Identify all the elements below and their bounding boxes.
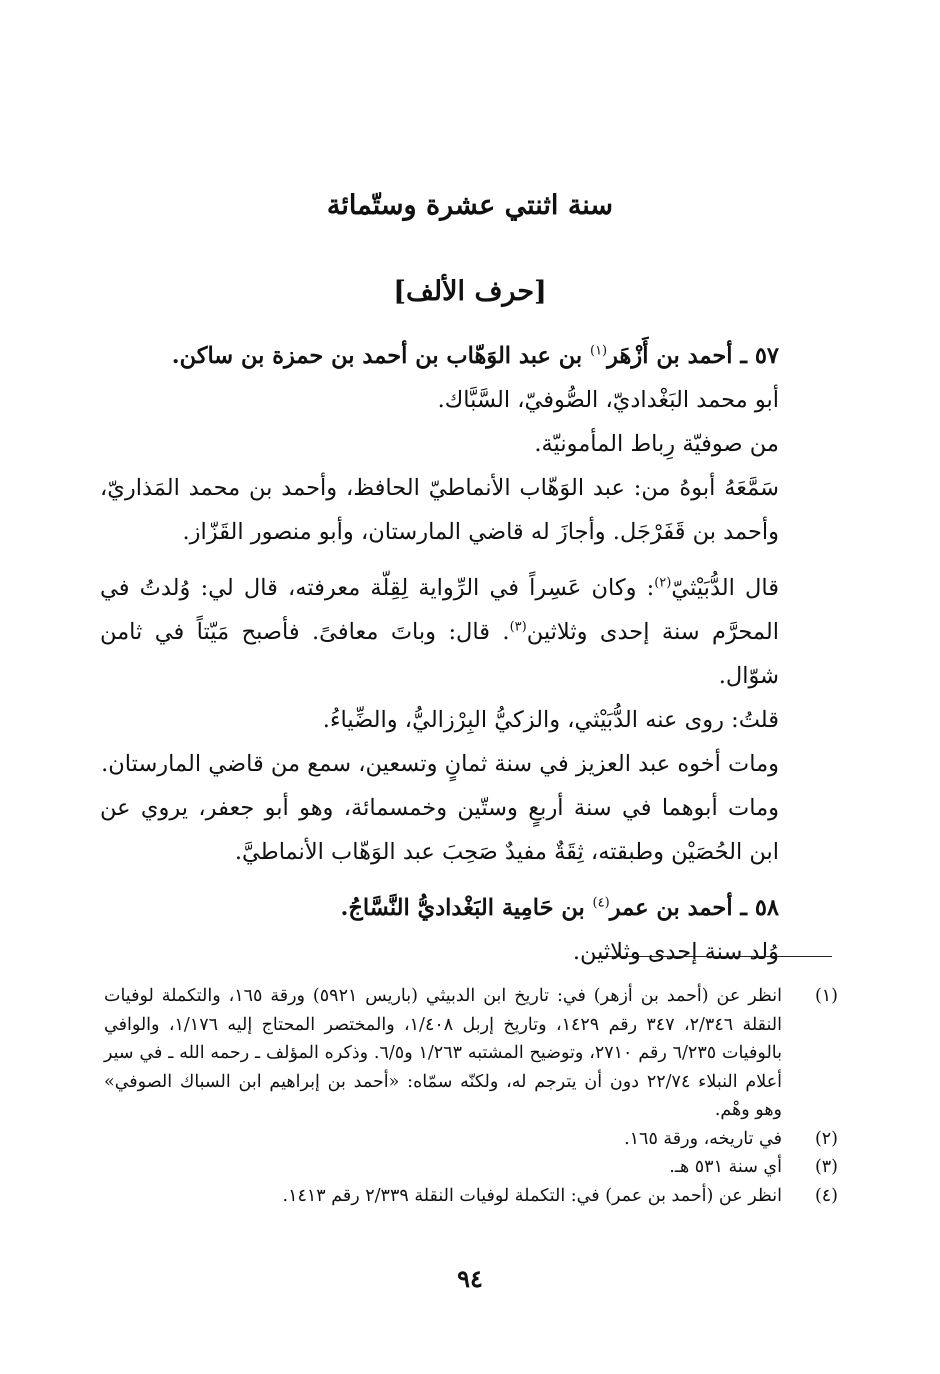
entry-57-brother: ومات أخوه عبد العزيز في سنة ثمانٍ وتسعين، سمع من قاضي المارستان. [101,751,779,777]
entry-58-lineage: بن حَامِية البَغْداديُّ النَّسَّاجُ. [340,895,593,921]
footnote-number: (٢) [814,1128,838,1149]
footnote-number: (١) [814,986,838,1006]
body-text [100,334,834,974]
entry-57-quote-part-a: قال الدُّبَيْثيّ [671,575,779,601]
entry-57-head: ٥٧ ـ أحمد بن أَزْهَر [607,343,779,369]
footnote-2 [104,1125,838,1154]
footnote-3 [104,1153,838,1182]
entry-58-head: ٥٨ ـ أحمد بن عمر [609,895,779,921]
footnote-ref-1: (١) [589,343,608,359]
section-heading: سنة اثنتي عشرة وستّمائة [326,190,614,221]
footnote-1 [104,982,838,1125]
letter-heading: [حرف الألف] [393,276,547,307]
entry-57-dubaythi-quote [100,566,834,698]
entry-57-quote-part-c: . قال: وباتَ معافىً. فأصبح مَيّتاً في ثامن شوّال. [100,619,779,689]
entry-57-narrators: قلتُ: روى عنه الدُّبَيْثي، والزكيُّ البِرْزاليُّ، والضِّياءُ. [322,707,779,733]
footnote-number: (٣) [814,1157,838,1177]
entry-57-title [100,334,834,378]
footnote-number: (٤) [814,1185,838,1206]
entry-58-birth: وُلد سنة إحدى وثلاثين. [572,939,779,965]
entry-57-lineage: بن عبد الوَهّاب بن أحمد بن حمزة بن ساكن. [171,343,590,369]
footnote-text: أي سنة ٥٣١ هـ. [669,1157,782,1177]
footnote-ref-4: (٤) [592,895,610,911]
footnote-text: انظر عن (أحمد بن أزهر) في: تاريخ ابن الدبيثي (باريس ٥٩٢١) ورقة ١٦٥، والتكملة لوفيات النقلة ٢/٣٤٦، ٣٤٧ رقم ١٤٢٩، وتاريخ إربل ١/٤٠٨، والمختصر المحتاج إليه ١/١٧٦، والوافي بالوفيات ٦/٢٣٥ رقم ٢٧١٠، وتوضيح المشتبه ١/٢٦٣ و٦/٥. وذكره المؤلف ـ رحمه الله ـ في سير أعلام النبلاء ٢٢/٧٤ دون أن يترجم له، ولكنّه سمّاه: «أحمد بن إبراهيم ابن السباك الصوفي» وهو وهْم. [104,986,782,1120]
footnotes [104,982,838,1210]
footnote-ref-3: (٣) [509,619,527,635]
entry-57-quote-part-b: : وكان عَسِراً في الرِّواية لِقِلّة معرفته، قال لي: وُلدتُ في المحرَّم سنة إحدى وثلاثين [100,575,779,645]
entry-57-kunya: أبو محمد البَغْداديّ، الصُّوفيّ، السَّبَّاك. [437,387,779,413]
entry-58-title [100,886,834,930]
footnote-4 [104,1182,838,1211]
entry-57-father: ومات أبوهما في سنة أربعٍ وستّين وخمسمائة، وهو أبو جعفر، يروي عن ابن الحُصَيْن وطبقته، ثِقَةٌ مفيدٌ صَحِبَ عبد الوَهّاب الأنماطيَّ. [100,795,779,865]
footnote-ref-2: (٢) [654,575,672,591]
entry-57-teachers: سَمَّعَهُ أبوهُ من: عبد الوَهّاب الأنماطيّ الحافظ، وأحمد بن محمد المَذاريّ، وأحمد بن قَفَرْجَل. وأجازَ له قاضي المارستان، وأبو منصور القَزّاز. [100,475,779,545]
footnote-text: انظر عن (أحمد بن عمر) في: التكملة لوفيات النقلة ٢/٣٣٩ رقم ١٤١٣. [282,1185,782,1206]
footnote-text: في تاريخه، ورقة ١٦٥. [624,1128,782,1149]
page-number: ٩٤ [457,1264,483,1293]
footnote-divider [600,956,832,957]
entry-57-affiliation: من صوفيّة رِباط المأمونيّة. [534,431,779,457]
